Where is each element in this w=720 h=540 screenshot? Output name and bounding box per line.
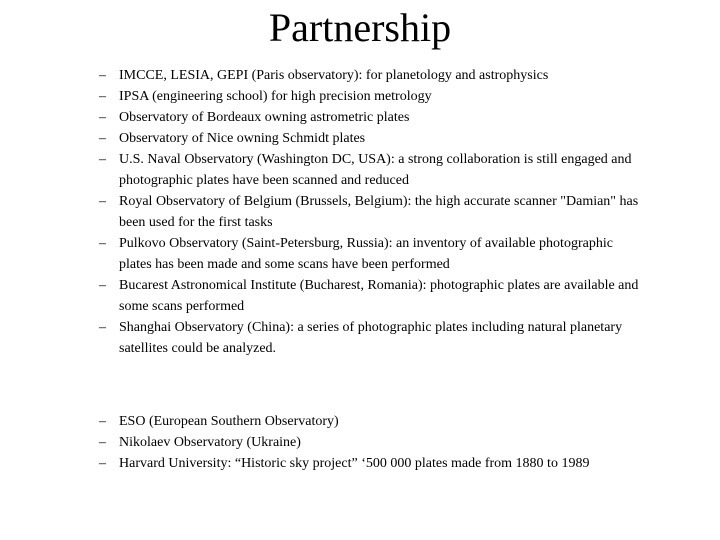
dash-bullet-icon: –	[99, 320, 106, 335]
list-item	[0, 317, 639, 359]
dash-bullet-icon: –	[99, 435, 106, 450]
list-item-text: Harvard University: “Historic sky project” ‘500 000 plates made from 1880 to 1989	[119, 456, 590, 471]
list-item-text: Observatory of Bordeaux owning astrometric plates	[119, 110, 410, 125]
list-item-text: Nikolaev Observatory (Ukraine)	[119, 435, 301, 450]
list-item	[0, 149, 639, 191]
list-item	[0, 86, 639, 107]
list-item	[0, 453, 639, 474]
list-item	[0, 65, 639, 86]
dash-bullet-icon: –	[99, 152, 106, 167]
list-item-text: Royal Observatory of Belgium (Brussels, Belgium): the high accurate scanner "Damian" has been used for the first tasks	[119, 194, 639, 230]
list-item-text: Pulkovo Observatory (Saint-Petersburg, Russia): an inventory of available photographic plates has been made and some scans have been performed	[119, 236, 613, 272]
list-item-text: Observatory of Nice owning Schmidt plates	[119, 131, 366, 146]
list-item	[0, 233, 639, 275]
dash-bullet-icon: –	[99, 236, 106, 251]
list-item	[0, 191, 639, 233]
partner-list-secondary	[0, 411, 639, 474]
list-item	[0, 411, 639, 432]
dash-bullet-icon: –	[99, 110, 106, 125]
list-item-text: IMCCE, LESIA, GEPI (Paris observatory): for planetology and astrophysics	[119, 68, 549, 83]
list-item	[0, 128, 639, 149]
dash-bullet-icon: –	[99, 456, 106, 471]
slide-title: Partnership	[268, 5, 452, 50]
list-item-text: ESO (European Southern Observatory)	[119, 414, 339, 429]
list-item	[0, 432, 639, 453]
dash-bullet-icon: –	[99, 68, 106, 83]
dash-bullet-icon: –	[99, 89, 106, 104]
dash-bullet-icon: –	[99, 131, 106, 146]
dash-bullet-icon: –	[99, 278, 106, 293]
list-item	[0, 275, 639, 317]
partner-list-primary	[0, 65, 639, 359]
dash-bullet-icon: –	[99, 414, 106, 429]
list-item	[0, 107, 639, 128]
dash-bullet-icon: –	[99, 194, 106, 209]
list-item-text: IPSA (engineering school) for high precision metrology	[119, 89, 432, 104]
list-item-text: Shanghai Observatory (China): a series of photographic plates including natural planetary satellites could be analyzed.	[119, 320, 623, 356]
list-item-text: Bucarest Astronomical Institute (Bucharest, Romania): photographic plates are available and some scans performed	[119, 278, 639, 314]
list-item-text: U.S. Naval Observatory (Washington DC, USA): a strong collaboration is still engaged and photographic plates have been scanned and reduced	[119, 152, 632, 188]
